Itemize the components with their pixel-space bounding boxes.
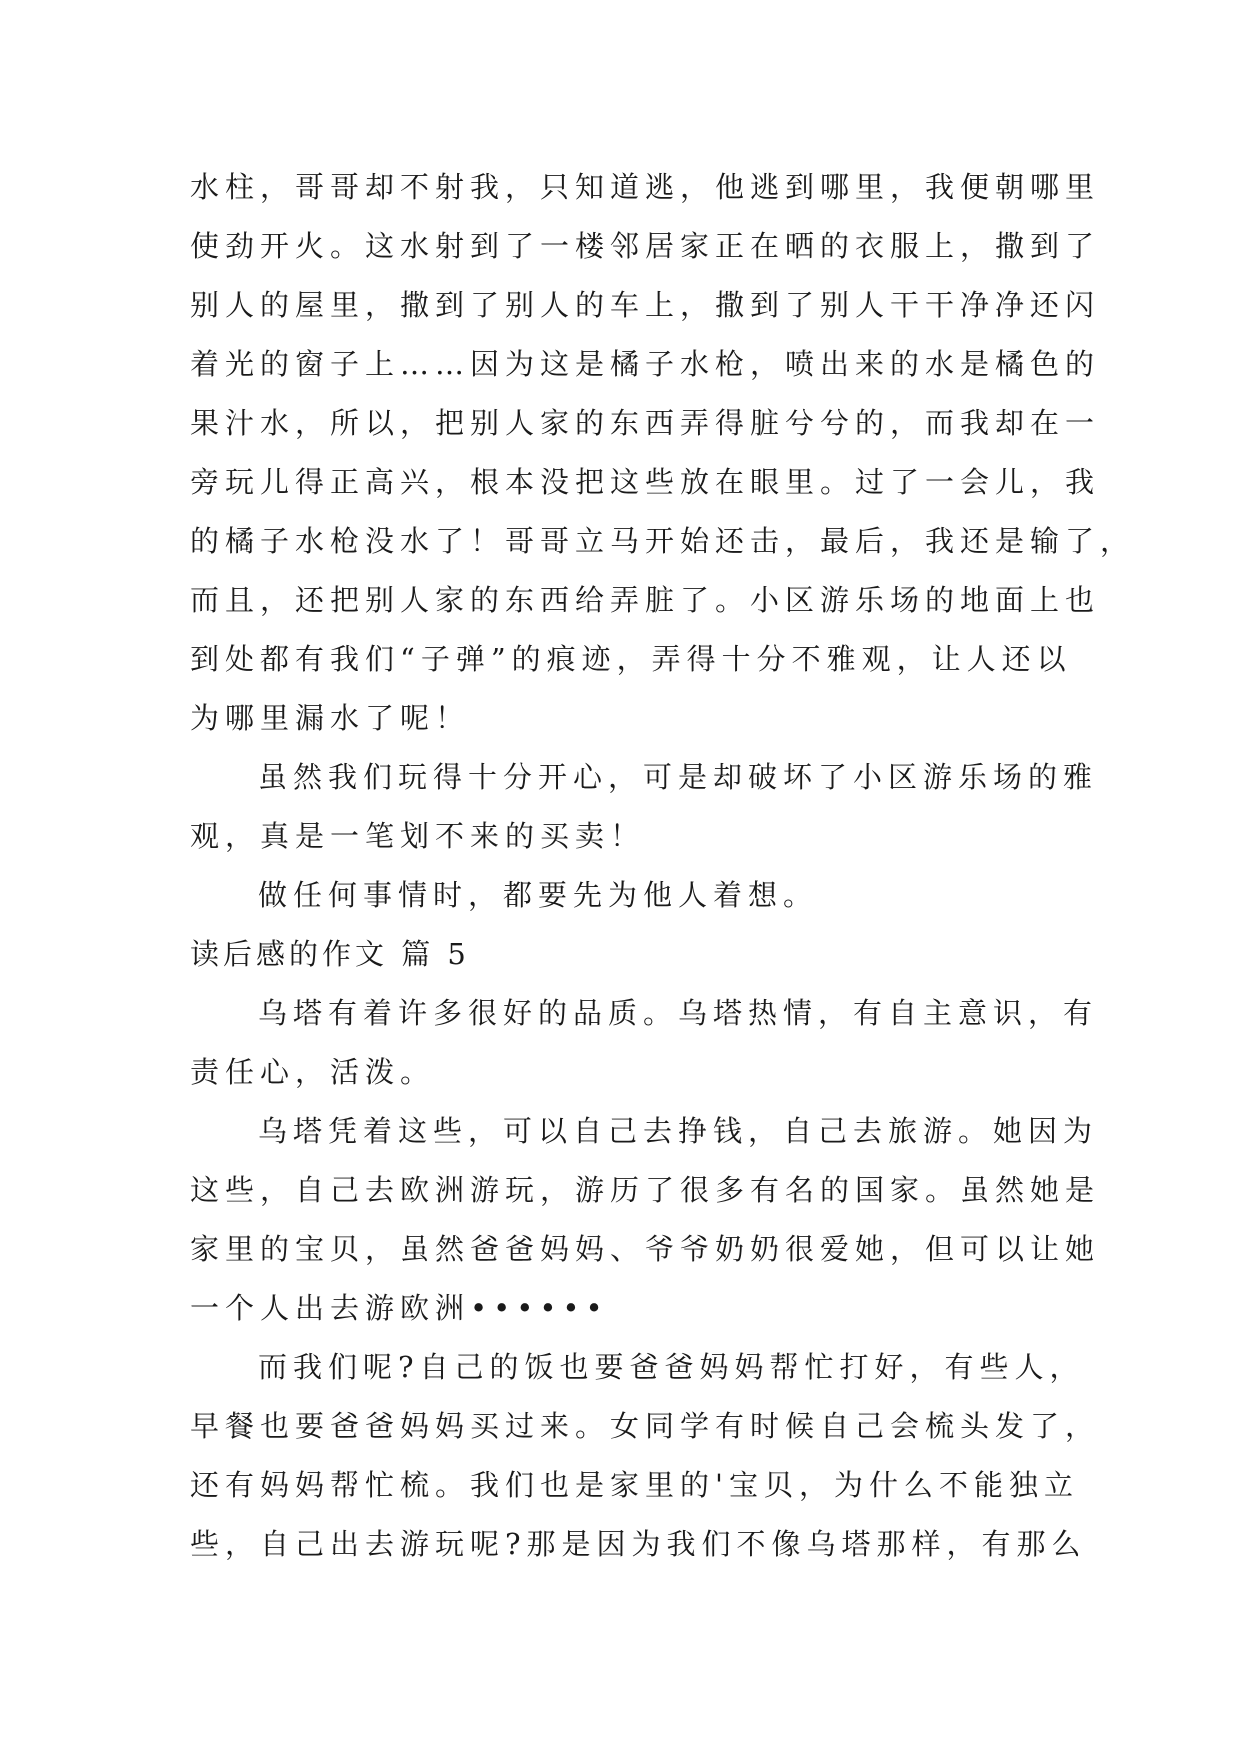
text-line: 早餐也要爸爸妈妈买过来。女同学有时候自己会梳头发了， bbox=[190, 1409, 1101, 1443]
text-line: 到处都有我们“子弹”的痕迹，弄得十分不雅观，让人还以 bbox=[190, 642, 1072, 676]
text-line: 果汁水，所以，把别人家的东西弄得脏兮兮的，而我却在一 bbox=[190, 406, 1101, 440]
text-line: 着光的窗子上……因为这是橘子水枪，喷出来的水是橘色的 bbox=[190, 347, 1101, 381]
text-line: 一个人出去游欧洲•••••• bbox=[190, 1291, 609, 1325]
text-line: 乌塔凭着这些，可以自己去挣钱，自己去旅游。她因为 bbox=[258, 1114, 1099, 1148]
text-line: 为哪里漏水了呢！ bbox=[190, 701, 471, 735]
section-heading: 读后感的作文 篇 5 bbox=[190, 937, 470, 971]
text-line: 使劲开火。这水射到了一楼邻居家正在晒的衣服上，撒到了 bbox=[190, 229, 1101, 263]
text-line: 而且，还把别人家的东西给弄脏了。小区游乐场的地面上也 bbox=[190, 583, 1101, 617]
text-line: 而我们呢?自己的饭也要爸爸妈妈帮忙打好，有些人， bbox=[258, 1350, 1085, 1384]
text-line: 虽然我们玩得十分开心，可是却破坏了小区游乐场的雅 bbox=[258, 760, 1099, 794]
text-line: 观，真是一笔划不来的买卖！ bbox=[190, 819, 646, 853]
text-line: 这些，自己去欧洲游玩，游历了很多有名的国家。虽然她是 bbox=[190, 1173, 1101, 1207]
text-line: 些，自己出去游玩呢?那是因为我们不像乌塔那样，有那么 bbox=[190, 1527, 1087, 1561]
text-line: 别人的屋里，撒到了别人的车上，撒到了别人干干净净还闪 bbox=[190, 288, 1101, 322]
text-line: 的橘子水枪没水了！哥哥立马开始还击，最后，我还是输了， bbox=[190, 524, 1136, 558]
text-line: 做任何事情时，都要先为他人着想。 bbox=[258, 878, 819, 912]
document-page bbox=[190, 158, 1136, 1574]
text-line: 责任心，活泼。 bbox=[190, 1055, 436, 1089]
text-line: 旁玩儿得正高兴，根本没把这些放在眼里。过了一会儿，我 bbox=[190, 465, 1101, 499]
text-line: 家里的宝贝，虽然爸爸妈妈、爷爷奶奶很爱她，但可以让她 bbox=[190, 1232, 1101, 1266]
text-line: 水柱，哥哥却不射我，只知道逃，他逃到哪里，我便朝哪里 bbox=[190, 170, 1101, 204]
text-line: 乌塔有着许多很好的品质。乌塔热情，有自主意识，有 bbox=[258, 996, 1099, 1030]
text-line: 还有妈妈帮忙梳。我们也是家里的'宝贝，为什么不能独立 bbox=[190, 1468, 1079, 1502]
